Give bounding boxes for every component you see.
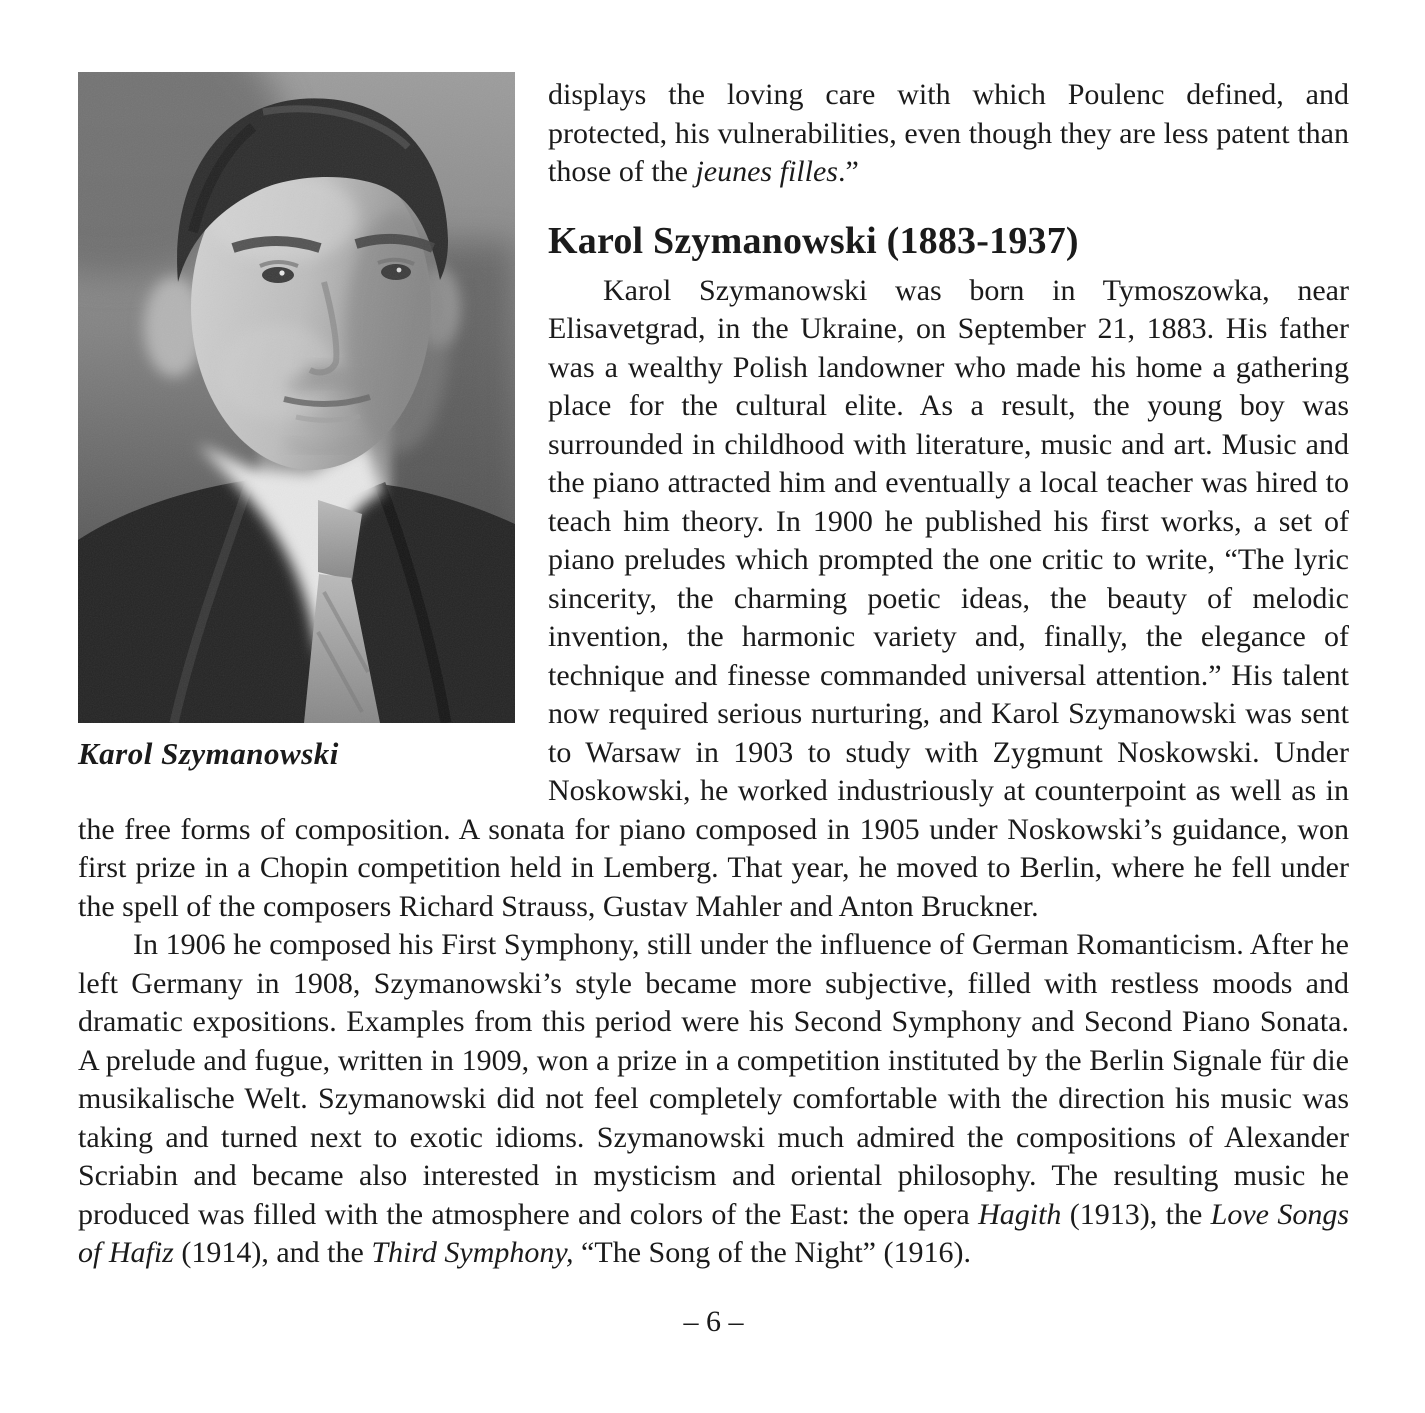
portrait-photo xyxy=(78,72,515,723)
bio-paragraph-2: In 1906 he composed his First Symphony, still under the influence of German Romanticism. After he left Germany in 1908, Szymanowski’s style became more subjective, filled with restless moods and dramatic expositions. Examples from this period were his Second Symphony and Second Piano Sonata. A prelude and fugue, written in 1909, won a prize in a competition instituted by the Berlin Signale für die musikalische Welt. Szymanowski did not feel completely comfortable with the direction his music was taking and turned next to exotic idioms. Szymanowski much admired the compositions of Alexander Scriabin and became also interested in mysticism and oriental philosophy. The resulting music he produced was filled with the atmosphere and colors of the East: the opera Hagith (1913), the Love Songs of Hafiz (1914), and the Third Symphony, “The Song of the Night” (1916). xyxy=(78,928,1349,1269)
bio-paragraph-1: Karol Szymanowski was born in Tymoszowka, near Elisavetgrad, in the Ukraine, on September 21, 1883. His father was a wealthy Polish landowner who made his home a gathering place for the cultural elite. As a result, the young boy was surrounded in childhood with literature, music and art. Music and the piano attracted him and eventually a local teacher was hired to teach him theory. In 1900 he published his first works, a set of piano preludes which prompted the one critic to write, “The lyric sincerity, the charming poetic ideas, the beauty of melodic invention, the harmonic variety and, finally, the elegance of technique and finesse commanded universal attention.” His talent now required serious nurturing, and Karol Szymanowski was sent to Warsaw in 1903 to study with Zygmunt Noskowski. Under Noskowski, he worked industriously at counterpoint as well as in the free forms of composition. A sonata for piano composed in 1905 under Noskowski’s guidance, won first prize in a Chopin competition held in Lemberg. That year, he moved to Berlin, where he fell under the spell of the composers Richard Strauss, Gustav Mahler and Anton Bruckner. xyxy=(78,273,1349,923)
continuation-paragraph: displays the loving care with which Poulenc defined, and protected, his vulnerabilities, even though they are less patent than those of the jeunes filles.” xyxy=(548,78,1349,188)
portrait-figure xyxy=(78,72,515,773)
section-heading: Karol Szymanowski (1883-1937) xyxy=(548,219,1079,262)
photo-caption: Karol Szymanowski xyxy=(78,736,339,771)
page-number: – 6 – xyxy=(683,1304,744,1338)
